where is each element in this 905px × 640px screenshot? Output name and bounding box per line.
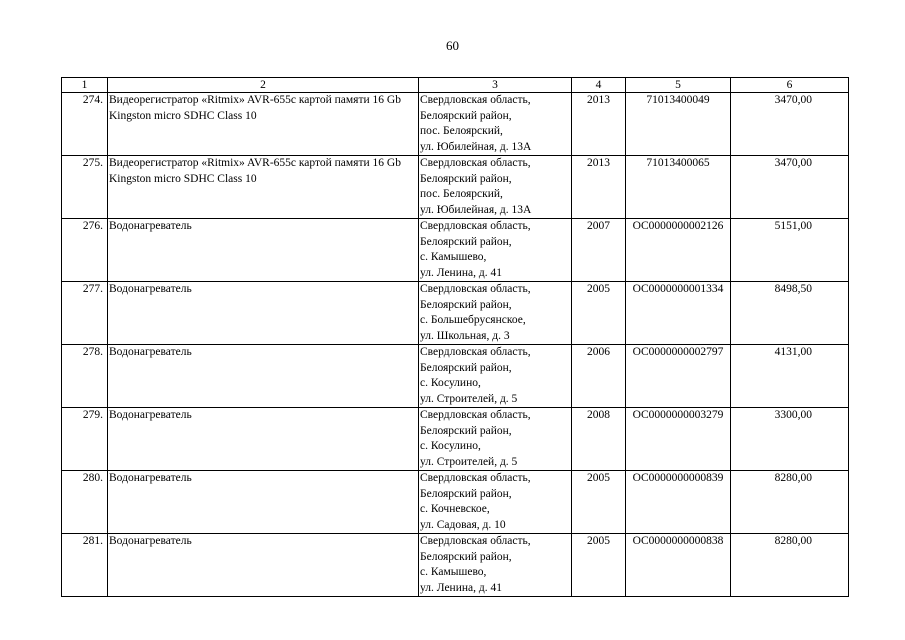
- table-header-row: [62, 78, 849, 93]
- cost-cell: 3300,00: [731, 408, 849, 471]
- cost-cell: 5151,00: [731, 219, 849, 282]
- cost-cell: 3470,00: [731, 156, 849, 219]
- address-line: Свердловская область,: [420, 472, 531, 484]
- address-line: Свердловская область,: [420, 535, 531, 547]
- address-line: Свердловская область,: [420, 94, 531, 106]
- address-line: Свердловская область,: [420, 283, 531, 295]
- address-cell: [419, 408, 572, 471]
- item-name-cell: Водонагреватель: [108, 534, 419, 597]
- column-header: 5: [626, 78, 731, 93]
- address-line: ул. Ленина, д. 41: [420, 266, 502, 279]
- table-row: [62, 345, 849, 408]
- table-row: [62, 534, 849, 597]
- address-cell: [419, 345, 572, 408]
- year-cell: 2005: [572, 282, 626, 345]
- address-line: с. Камышево,: [420, 566, 487, 578]
- row-number-cell: 274.: [62, 93, 108, 156]
- address-line: ул. Ленина, д. 41: [420, 581, 502, 594]
- table-row: [62, 282, 849, 345]
- row-number-cell: 280.: [62, 471, 108, 534]
- column-header: 1: [62, 78, 108, 93]
- address-line: ул. Строителей, д. 5: [420, 392, 518, 405]
- row-number-cell: 277.: [62, 282, 108, 345]
- year-cell: 2008: [572, 408, 626, 471]
- address-line: Белоярский район,: [420, 235, 512, 248]
- row-number-cell: 275.: [62, 156, 108, 219]
- table-row: [62, 156, 849, 219]
- row-number-cell: 276.: [62, 219, 108, 282]
- row-number-cell: 278.: [62, 345, 108, 408]
- property-table: [61, 77, 849, 597]
- address-cell: [419, 471, 572, 534]
- address-cell: [419, 282, 572, 345]
- cost-cell: 4131,00: [731, 345, 849, 408]
- address-cell: [419, 534, 572, 597]
- address-line: с. Косулино,: [420, 440, 481, 452]
- item-name-cell: Водонагреватель: [108, 282, 419, 345]
- address-line: Свердловская область,: [420, 346, 531, 358]
- inventory-number-cell: ОС0000000003279: [626, 408, 731, 471]
- address-line: пос. Белоярский,: [420, 125, 503, 137]
- year-cell: 2013: [572, 156, 626, 219]
- cost-cell: 8280,00: [731, 534, 849, 597]
- address-line: Белоярский район,: [420, 172, 512, 185]
- year-cell: 2007: [572, 219, 626, 282]
- address-line: ул. Строителей, д. 5: [420, 455, 518, 468]
- address-line: Белоярский район,: [420, 298, 512, 311]
- year-cell: 2005: [572, 534, 626, 597]
- year-cell: 2006: [572, 345, 626, 408]
- inventory-number-cell: ОС0000000002797: [626, 345, 731, 408]
- item-name-cell: Водонагреватель: [108, 471, 419, 534]
- address-line: ул. Юбилейная, д. 13А: [420, 203, 532, 216]
- address-cell: [419, 93, 572, 156]
- page-number: 60: [446, 38, 459, 53]
- address-cell: [419, 219, 572, 282]
- inventory-number-cell: 71013400065: [626, 156, 731, 219]
- address-line: Свердловская область,: [420, 220, 531, 232]
- item-name-cell: Водонагреватель: [108, 345, 419, 408]
- table-row: [62, 471, 849, 534]
- address-line: с. Большебрусянское,: [420, 314, 526, 326]
- address-line: Белоярский район,: [420, 487, 512, 500]
- address-line: ул. Юбилейная, д. 13А: [420, 140, 532, 153]
- cost-cell: 3470,00: [731, 93, 849, 156]
- address-line: Белоярский район,: [420, 361, 512, 374]
- address-line: Белоярский район,: [420, 550, 512, 563]
- row-number-cell: 281.: [62, 534, 108, 597]
- year-cell: 2013: [572, 93, 626, 156]
- column-header: 4: [572, 78, 626, 93]
- inventory-number-cell: ОС0000000000838: [626, 534, 731, 597]
- address-line: Белоярский район,: [420, 424, 512, 437]
- inventory-number-cell: ОС0000000000839: [626, 471, 731, 534]
- address-cell: [419, 156, 572, 219]
- address-line: пос. Белоярский,: [420, 188, 503, 200]
- inventory-number-cell: ОС0000000002126: [626, 219, 731, 282]
- address-line: Белоярский район,: [420, 109, 512, 122]
- year-cell: 2005: [572, 471, 626, 534]
- cost-cell: 8498,50: [731, 282, 849, 345]
- address-line: с. Камышево,: [420, 251, 487, 263]
- item-name-cell: Водонагреватель: [108, 219, 419, 282]
- cost-cell: 8280,00: [731, 471, 849, 534]
- inventory-number-cell: 71013400049: [626, 93, 731, 156]
- item-name-cell: Видеорегистратор «Ritmix» AVR-655c картой памяти 16 Gb Kingston micro SDHC Class 10: [108, 156, 419, 219]
- item-name-cell: Видеорегистратор «Ritmix» AVR-655c картой памяти 16 Gb Kingston micro SDHC Class 10: [108, 93, 419, 156]
- table-row: [62, 93, 849, 156]
- column-header: 2: [108, 78, 419, 93]
- column-header: 6: [731, 78, 849, 93]
- address-line: Свердловская область,: [420, 409, 531, 421]
- item-name-cell: Водонагреватель: [108, 408, 419, 471]
- table-row: [62, 408, 849, 471]
- column-header: 3: [419, 78, 572, 93]
- address-line: с. Кочневское,: [420, 503, 490, 515]
- table-row: [62, 219, 849, 282]
- address-line: ул. Садовая, д. 10: [420, 518, 506, 531]
- address-line: с. Косулино,: [420, 377, 481, 389]
- address-line: ул. Школьная, д. 3: [420, 329, 510, 342]
- row-number-cell: 279.: [62, 408, 108, 471]
- inventory-number-cell: ОС0000000001334: [626, 282, 731, 345]
- address-line: Свердловская область,: [420, 157, 531, 169]
